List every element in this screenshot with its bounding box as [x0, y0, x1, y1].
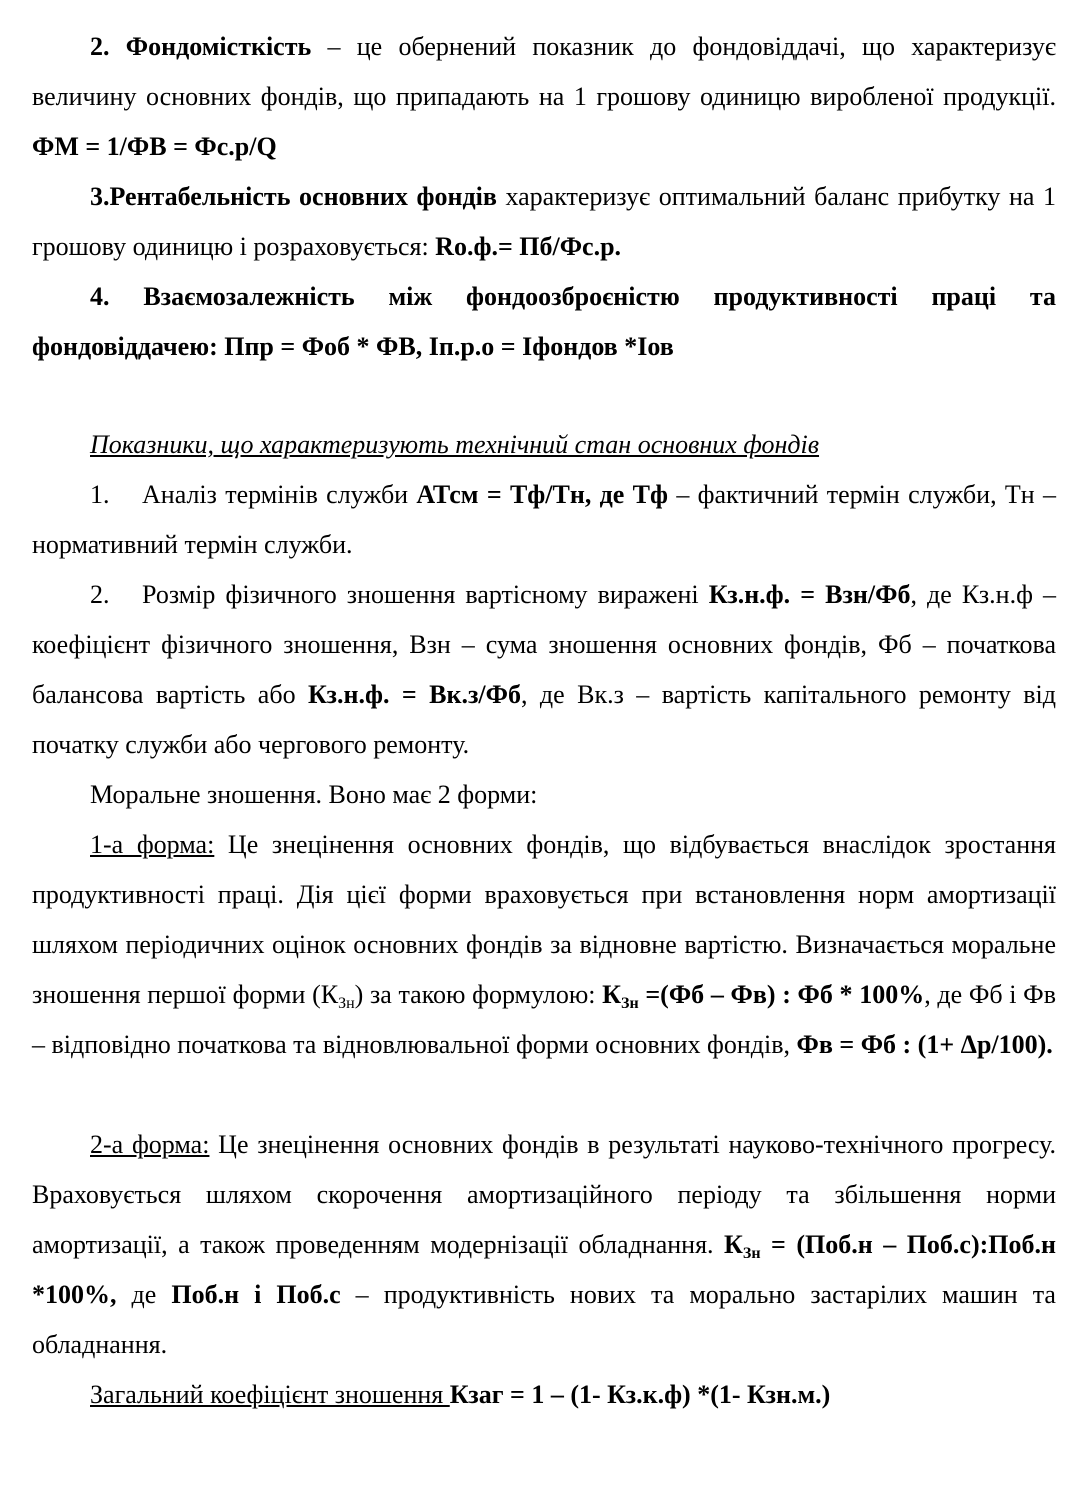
- list-item-service-life: 1. Аналіз термінів служби АТсм = Тф/Тн, де Тф – фактичний термін служби, Тн – нормативний термін служби.: [32, 470, 1056, 570]
- paragraph-total-wear: [32, 1370, 1056, 1420]
- term-productivity: Поб.н і Поб.с: [171, 1280, 341, 1309]
- term-interdependence: 4. Взаємозалежність між фондоозброєністю продуктивності праці та фондовіддачею: Ппр = Фоб * ФВ, Іп.р.о = Іфондов *Іов: [32, 282, 1056, 361]
- total-wear-label: Загальний коефіцієнт зношення: [90, 1380, 450, 1409]
- paragraph-form-2: 2-а форма: Це знецінення основних фондів в результаті науково-технічного прогресу. Враховується шляхом скорочення амортизаційного періоду та збільшення норми амортизації, а також проведенням модернізації обладнання. $К_{Зн} = (Поб.н$ – Поб.с):Поб.н *100%, де Поб.н і Поб.с – продуктивність нових та морально застарілих машин та обладнання.: [32, 1130, 1056, 1359]
- form-2-label: 2-а форма:: [90, 1130, 210, 1159]
- formula-atcm: АТсм = Тф/Тн, де Тф: [416, 480, 668, 509]
- section-heading-block: [32, 420, 1056, 470]
- term-profitability: 3.Рентабельність основних фондів: [90, 182, 497, 211]
- list-item-physical-wear: 2. Розмір фізичного зношення вартісному виражені Кз.н.ф. = Взн/Фб, де Кз.н.ф – коефіцієнт фізичного зношення, Взн – сума зношення основних фондів, Фб – початкова балансова вартість або Кз.н.ф. = Вк.з/Фб, де Вк.з – вартість капітального ремонту від початку служби або чергового ремонту.: [32, 570, 1056, 770]
- formula-fv: Фв = Фб : (1+ Δр/100).: [796, 1030, 1053, 1059]
- term-fund-capacity: 2. Фондомісткість: [90, 32, 312, 61]
- formula-ro: Ro.ф.= Пб/Фс.р.: [435, 232, 622, 261]
- paragraph-profitability: 3.Рентабельність основних фондів характеризує оптимальний баланс прибутку на 1 грошову одиницю і розраховується: Ro.ф.= Пб/Фс.р.: [32, 182, 1056, 261]
- formula-kzn-form1: $К_{Зн} =(Фб - Фв)$ : Фб * 100%: [602, 980, 925, 1012]
- formula-kzn-form2: $К_{Зн} = (Поб.н$ – Поб.с):Поб.н *100%,: [32, 1230, 1056, 1309]
- list-number: 2.: [90, 580, 110, 609]
- formula-kzag: Кзаг = 1 – (1- Кз.к.ф) *(1- Кзн.м.): [449, 1380, 831, 1409]
- paragraph-form-1: 1-а форма: Це знецінення основних фондів, що відбувається внаслідок зростання продуктивності праці. Дія цієї форми враховується при встановлення норм амортизації шляхом періодичних оцінок основних фондів за відновне вартістю. Визначається моральне зношення першої форми $(К_{Зн})$ за такою формулою: $К_{Зн} =(Фб - Фв)$ : Фб * 100%, де Фб і Фв – відповідно початкова та відновлювальної форми основних фондів, Фв = Фб : (1+ Δр/100).: [32, 830, 1056, 1059]
- paragraph-fund-capacity: 2. Фондомісткість – це обернений показник до фондовіддачі, що характеризує величину основних фондів, що припадають на 1 грошову одиницю виробленої продукції. ФМ = 1/ФВ = Фс.р/Q: [32, 32, 1056, 161]
- list-number: 1.: [90, 480, 110, 509]
- formula-fm: ФМ = 1/ФВ = Фс.р/Q: [32, 132, 277, 161]
- paragraph-moral-wear: Моральне зношення. Воно має 2 форми:: [90, 780, 538, 809]
- section-title: Показники, що характеризують технічний стан основних фондів: [90, 430, 820, 459]
- formula-kznf-2: Кз.н.ф. = Вк.з/Фб: [308, 680, 521, 709]
- form-1-label: 1-а форма:: [90, 830, 215, 859]
- formula-kznf-1: Кз.н.ф. = Взн/Фб: [708, 580, 911, 609]
- paragraph-interdependence: [32, 272, 1056, 372]
